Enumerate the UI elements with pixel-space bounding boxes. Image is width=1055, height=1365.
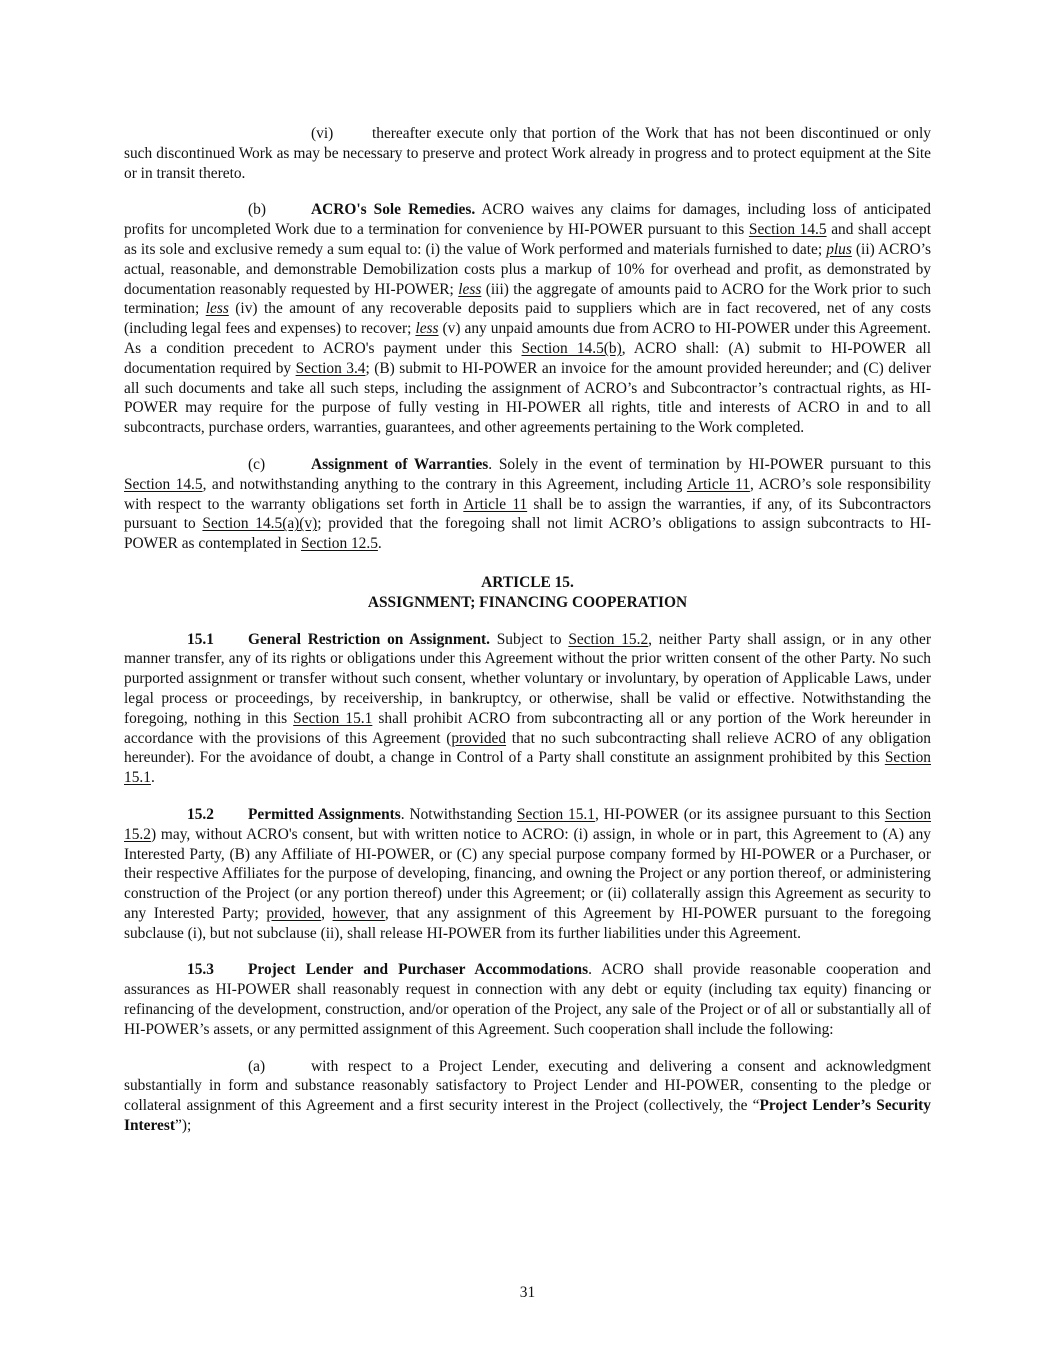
section-reference: Section 14.5(b) xyxy=(521,339,622,357)
clause-heading: ACRO's Sole Remedies. xyxy=(311,201,476,219)
section-reference: Section 12.5 xyxy=(300,535,378,553)
section-reference: Article 11 xyxy=(463,495,528,513)
section-heading: Project Lender and Purchaser Accommodations xyxy=(248,961,589,979)
section-15-3: 15.3 Project Lender and Purchaser Accommodations. ACRO shall provide reasonable cooperation and assurances as HI-POWER shall reasonably request in connection with any debt or equity (including tax equity) financing or refinancing of the development, construction, and/or operation of the Project, any sale of the Project or of all or substantially all of HI-POWER’s assets, or any permitted assignment of this Agreement. Such cooperation shall include the following: xyxy=(124,961,931,1038)
section-heading: Permitted Assignments xyxy=(248,805,401,823)
clause-number: (a) xyxy=(248,1057,266,1075)
article-title: ASSIGNMENT; FINANCING COOPERATION xyxy=(367,593,688,611)
section-reference: Section 3.4 xyxy=(295,359,366,377)
section-reference: Section 14.5(a)(v) xyxy=(202,515,318,533)
section-reference: Section 14.5 xyxy=(748,221,827,239)
section-reference: Section 15.2 xyxy=(568,630,649,648)
section-reference: Section 15.1 xyxy=(516,805,595,823)
section-15-1: 15.1 General Restriction on Assignment. Subject to Section 15.2, neither Party shall assign, or in any other manner transfer, any of its rights or obligations under this Agreement without the prior written consent of the other Party. No such purported assignment or transfer without such consent, whether voluntary or involuntary, by operation of Applicable Laws, under legal process or proceedings, by receivership, in bankruptcy, or otherwise, shall be valid or effective. Notwithstanding the foregoing, nothing in this Section 15.1 shall prohibit ACRO from subcontracting all or any portion of the Work hereunder in accordance with the provisions of this Agreement (provided that no such subcontracting shall relieve ACRO of any obligation hereunder). For the avoidance of doubt, a change in Control of a Party shall constitute an assignment prohibited by this Section 15.1. xyxy=(124,630,931,787)
clause-number: (vi) xyxy=(311,125,334,142)
defined-term: Project Lender’s Security Interest xyxy=(124,1097,931,1135)
section-reference: Section 15.2 xyxy=(124,805,932,843)
section-reference: Section 15.1 xyxy=(293,709,373,727)
clause-c-assignment-of-warranties: (c) Assignment of Warranties. Solely in the event of termination by HI-POWER pursuant to this Section 14.5, and notwithstanding anything to the contrary in this Agreement, including Article 11, ACRO’s sole responsibility with respect to the warranty obligations set forth in Article 11 shall be to assign the warranties, if any, of its Subcontractors pursuant to Section 14.5(a)(v); provided that the foregoing shall not limit ACRO’s obligations to assign subcontracts to HI-POWER as contemplated in Section 12.5. xyxy=(124,455,932,553)
clause-vi: (vi) thereafter execute only that portion of the Work that has not been discontinued or only such discontinued Work as may be necessary to preserve and protect Work already in progress and to protect equipment at the Site or in transit thereto. xyxy=(124,125,931,182)
document-page xyxy=(124,124,931,1136)
section-reference: Section 15.1 xyxy=(124,749,931,787)
section-number: 15.2 xyxy=(187,805,214,823)
clause-a-project-lender: (a) with respect to a Project Lender, executing and delivering a consent and acknowledgment substantially in form and substance reasonably satisfactory to Project Lender and HI-POWER, consenting to the pledge or collateral assignment of this Agreement and a first security interest in the Project (collectively, the “Project Lender’s Security Interest”); xyxy=(124,1057,931,1135)
section-15-2: 15.2 Permitted Assignments. Notwithstanding Section 15.1, HI-POWER (or its assignee pursuant to this Section 15.2) may, without ACRO's consent, but with written notice to ACRO: (i) assign, in whole or in part, this Agreement to (A) any Interested Party, (B) any Affiliate of HI-POWER, or (C) any special purpose company formed by HI-POWER or a Purchaser, or their respective Affiliates for the purpose of developing, financing, and owning the Project or any portion thereof, or administering construction of the Project (or any portion thereof) under this Agreement; or (ii) collaterally assign this Agreement as security to any Interested Party; provided, however, that any assignment of this Agreement by HI-POWER pursuant to the foregoing subclause (i), but not subclause (ii), shall release HI-POWER from its further liabilities under this Agreement. xyxy=(124,805,932,942)
section-reference: Article 11 xyxy=(686,475,750,493)
clause-number: (b) xyxy=(248,201,266,219)
clause-b-sole-remedies: (b) ACRO's Sole Remedies. ACRO waives any claims for damages, including loss of anticipated profits for uncompleted Work due to a termination for convenience by HI-POWER pursuant to this Section 14.5 and shall accept as its sole and exclusive remedy a sum equal to: (i) the value of Work performed and materials furnished to date; plus (ii) ACRO’s actual, reasonable, and demonstrable Demobilization costs plus a markup of 10% for overhead and profit, as demonstrated by documentation reasonably requested by HI-POWER; less (iii) the aggregate of amounts paid to ACRO for the Work prior to such termination; less (iv) the amount of any recoverable deposits paid to suppliers which are in fact recovered, net of any costs (including legal fees and expenses) to recover; less (v) any unpaid amounts due from ACRO to HI-POWER under this Agreement. As a condition precedent to ACRO's payment under this Section 14.5(b), ACRO shall: (A) submit to HI-POWER all documentation required by Section 3.4; (B) submit to HI-POWER an invoice for the amount provided hereunder; and (C) deliver all such documents and take all such steps, including the assignment of ACRO’s and Subcontractor’s contractual rights, as HI-POWER may require for the purpose of fully vesting in HI-POWER all rights, title and interests of ACRO in and to all subcontracts, purchase orders, warranties, guarantees, and other agreements pertaining to the Work completed. xyxy=(124,201,931,437)
section-heading: General Restriction on Assignment. xyxy=(248,630,491,648)
section-number: 15.1 xyxy=(187,630,214,648)
section-reference: Section 14.5 xyxy=(124,475,203,493)
clause-heading: Assignment of Warranties xyxy=(311,455,489,473)
article-heading xyxy=(124,573,931,613)
page-number: 31 xyxy=(519,1284,536,1301)
section-number: 15.3 xyxy=(187,961,214,979)
article-number: ARTICLE 15. xyxy=(481,573,574,591)
clause-number: (c) xyxy=(248,455,266,473)
